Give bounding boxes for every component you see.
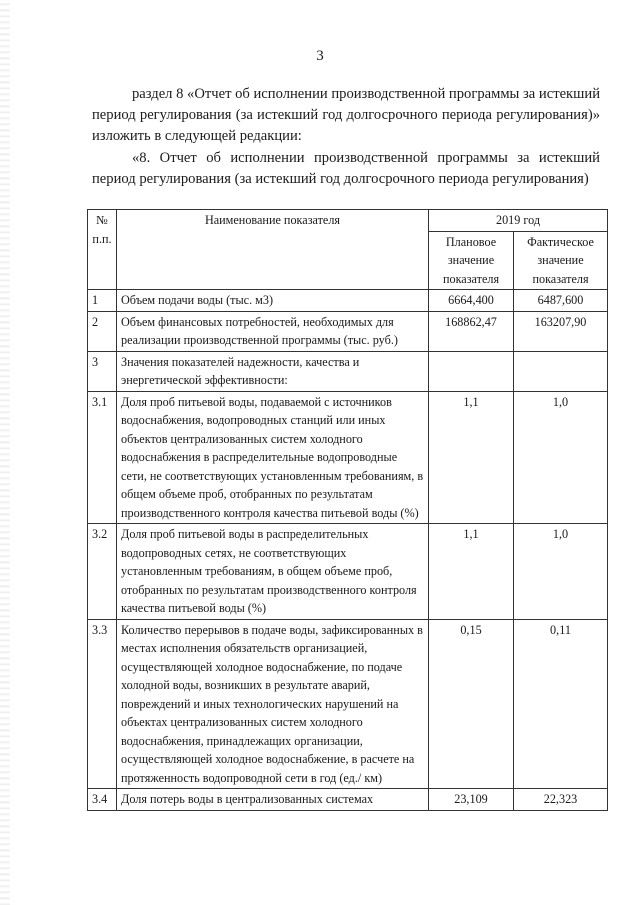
paragraph-section-8-intro: раздел 8 «Отчет об исполнении производственной программы за истекший период регулирования (за истекший год долгосрочного периода регулирования)» изложить в следующей редакции: <box>92 86 600 144</box>
scan-edge <box>0 0 10 905</box>
header-plan-value: Плановое значение показателя <box>429 231 514 290</box>
paragraph-section-8-title: «8. Отчет об исполнении производственной программы за истекший период регулирования (за истекший год долгосрочного периода регулирования) <box>92 150 600 187</box>
row-indicator-name: Значения показателей надежности, качества и энергетической эффективности: <box>117 351 429 391</box>
row-plan-value: 168862,47 <box>429 311 514 351</box>
row-plan-value: 1,1 <box>429 391 514 524</box>
row-number: 3.3 <box>88 619 117 789</box>
row-number: 3 <box>88 351 117 391</box>
row-number: 3.1 <box>88 391 117 524</box>
row-fact-value: 163207,90 <box>514 311 608 351</box>
row-fact-value: 1,0 <box>514 524 608 620</box>
header-year: 2019 год <box>429 210 608 232</box>
row-fact-value: 0,11 <box>514 619 608 789</box>
row-number: 1 <box>88 290 117 312</box>
row-plan-value <box>429 351 514 391</box>
row-number: 2 <box>88 311 117 351</box>
row-plan-value: 1,1 <box>429 524 514 620</box>
table-row <box>88 524 608 620</box>
row-indicator-name: Объем подачи воды (тыс. м3) <box>117 290 429 312</box>
row-fact-value <box>514 351 608 391</box>
table-row <box>88 391 608 524</box>
row-indicator-name: Количество перерывов в подаче воды, зафиксированных в местах исполнения обязательств организацией, осуществляющей холодное водоснабжение, по подаче холодной воды, возникших в результате аварий, повреждений и иных технологических нарушений на объектах централизованных систем холодного водоснабжения, принадлежащих организации, осуществляющей холодное водоснабжение, в расчете на протяженность водопроводной сети в год (ед./ км) <box>117 619 429 789</box>
table-row <box>88 619 608 789</box>
header-indicator-name: Наименование показателя <box>117 210 429 290</box>
row-indicator-name: Объем финансовых потребностей, необходимых для реализации производственной программы (тыс. руб.) <box>117 311 429 351</box>
table-row <box>88 290 608 312</box>
row-plan-value: 0,15 <box>429 619 514 789</box>
row-number: 3.4 <box>88 789 117 811</box>
table-row <box>88 351 608 391</box>
page-number: 3 <box>316 48 324 64</box>
row-fact-value: 6487,600 <box>514 290 608 312</box>
row-plan-value: 6664,400 <box>429 290 514 312</box>
row-indicator-name: Доля потерь воды в централизованных системах <box>117 789 429 811</box>
table-header-row <box>88 210 608 232</box>
row-number: 3.2 <box>88 524 117 620</box>
row-indicator-name: Доля проб питьевой воды, подаваемой с источников водоснабжения, водопроводных станций или иных объектов централизованных систем холодного водоснабжения в распределительные водопроводные сети, не соответствующих установленным требованиям, в общем объеме проб, отобранных по результатам производственного контроля качества питьевой воды (%) <box>117 391 429 524</box>
row-plan-value: 23,109 <box>429 789 514 811</box>
row-fact-value: 1,0 <box>514 391 608 524</box>
row-indicator-name: Доля проб питьевой воды в распределительных водопроводных сетях, не соответствующих установленным требованиям, в общем объеме проб, отобранных по результатам производственного контроля качества питьевой воды (%) <box>117 524 429 620</box>
header-number: № п.п. <box>88 210 117 290</box>
table-row <box>88 311 608 351</box>
header-fact-value: Фактическое значение показателя <box>514 231 608 290</box>
row-fact-value: 22,323 <box>514 789 608 811</box>
table-row <box>88 789 608 811</box>
production-program-report-table <box>87 209 608 811</box>
